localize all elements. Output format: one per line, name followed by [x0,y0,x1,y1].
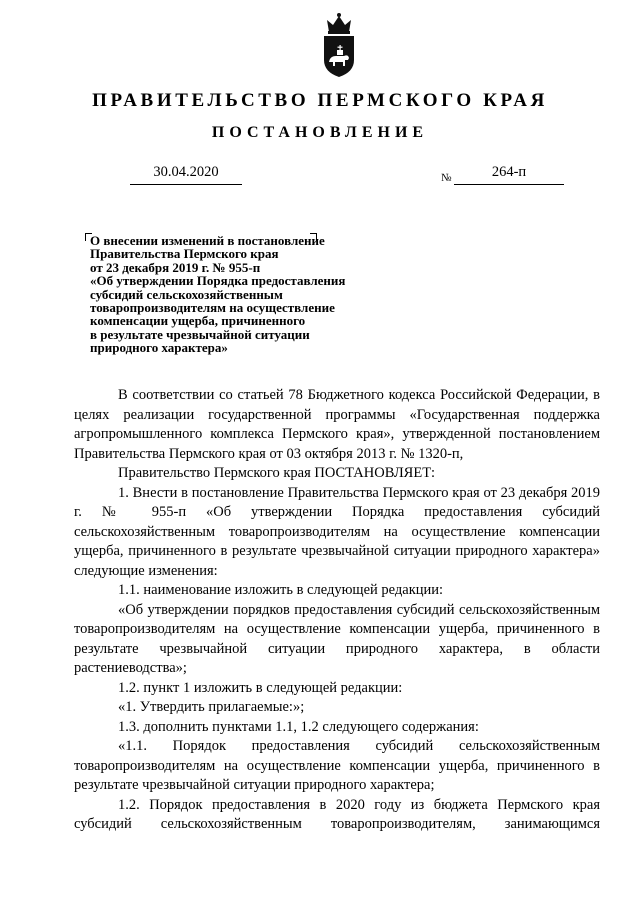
coat-of-arms-icon [318,12,360,78]
body-paragraph: 1.2. Порядок предоставления в 2020 году из бюджета Пермского края субсидий сельскохозяйственным товаропроизводителям, занимающимся [74,796,600,832]
subject-line: «Об утверждении Порядка предоставления [90,273,346,289]
body-paragraph: «1.1. Порядок предоставления субсидий сельскохозяйственным товаропроизводителям на осуществление компенсации ущерба, причиненного в результате чрезвычайной ситуации природного характера; [74,738,600,793]
subject-line: в результате чрезвычайной ситуации [90,326,310,342]
body-paragraph: 1.1. наименование изложить в следующей редакции: [118,582,444,598]
document-date: 30.04.2020 [130,164,242,185]
subject-line: от 23 декабря 2019 г. № 955-п [90,259,261,275]
number-sign: № [441,172,452,184]
subject-line: природного характера» [90,340,228,356]
body-paragraph: Правительство Пермского края ПОСТАНОВЛЯЕТ: [118,465,436,481]
body-paragraph: «1. Утвердить прилагаемые:»; [118,699,305,715]
body-paragraph: «Об утверждении порядков предоставления субсидий сельскохозяйственным товаропроизводителям на осуществление компенсации ущерба, причиненного в результате чрезвычайной ситуации природного характера, в области растениеводства»; [74,601,600,676]
body-paragraph: В соответствии со статьей 78 Бюджетного кодекса Российской Федерации, в целях реализации государственной программы «Государственная поддержка агропромышленного комплекса Пермского края», утвержденной постановлением Правительства Пермского края от 03 октября 2013 г. № 1320-п, [74,387,600,462]
document-type: ПОСТАНОВЛЕНИЕ [211,124,429,141]
subject-line: Правительства Пермского края [90,246,279,262]
body-paragraph: 1. Внести в постановление Правительства Пермского края от 23 декабря 2019 г. № 955-п «Об утверждении Порядка предоставления субсидий сельскохозяйственным товаропроизводителям на осуществление компенсации ущерба, причиненного в результате чрезвычайной ситуации природного характера» следующие изменения: [74,484,600,579]
subject-line: субсидий сельскохозяйственным [90,286,283,302]
document-number: 264-п [454,164,564,185]
body-paragraph: 1.3. дополнить пунктами 1.1, 1.2 следующего содержания: [118,718,479,735]
government-title: ПРАВИТЕЛЬСТВО ПЕРМСКОГО КРАЯ [92,90,548,111]
subject-line: компенсации ущерба, причиненного [90,313,306,329]
subject-line: О внесении изменений в постановление [90,233,325,248]
document-subject [90,234,410,355]
body-paragraph: 1.2. пункт 1 изложить в следующей редакции: [118,679,403,696]
document-body [74,386,600,835]
subject-line: товаропроизводителям на осуществление [90,300,335,316]
